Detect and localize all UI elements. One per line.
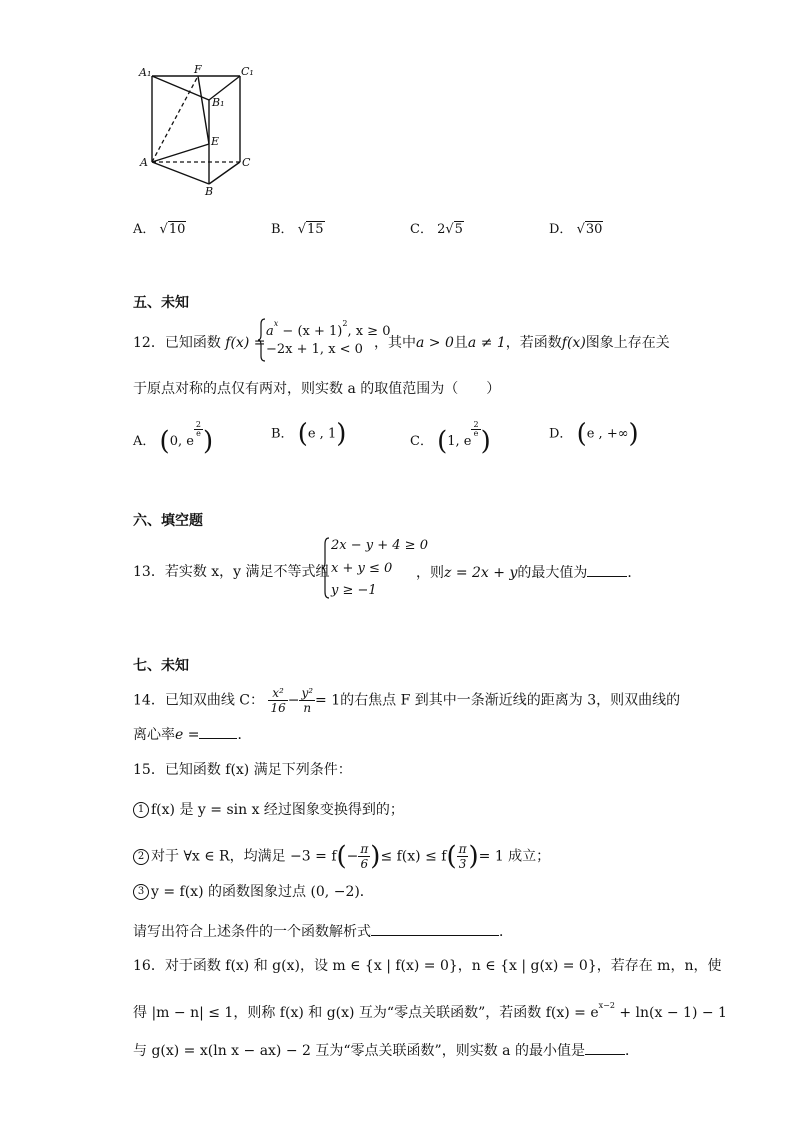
paren-close: ): [480, 426, 491, 457]
edge-ab: [152, 162, 209, 184]
exp-frac: [194, 421, 203, 438]
answer-blank[interactable]: [199, 724, 237, 739]
label-a1: A₁: [139, 66, 152, 79]
q13-text2: ，则: [416, 565, 444, 581]
answer-blank[interactable]: [371, 921, 499, 936]
frac-den: 6: [360, 857, 369, 871]
q14-e: e =: [175, 727, 200, 743]
case1-base: a: [266, 324, 274, 339]
label-f: F: [194, 63, 202, 76]
q13-stem: 13．若实数 x，y 满足不等式组: [133, 564, 330, 580]
condition-text-c: = 1 成立；: [478, 848, 551, 865]
q16-line3: [133, 1040, 639, 1061]
condition-text-b: ≤ f(x) ≤ f: [380, 848, 447, 865]
option-label: A．: [133, 434, 156, 449]
q14-stem-line2: [133, 724, 251, 745]
q13-ineq-3: y ≥ −1: [331, 583, 377, 598]
frac-pi-3: [457, 842, 469, 871]
option-value: 30: [585, 222, 603, 237]
edge-bc: [209, 162, 240, 184]
q16-end: ．: [624, 1043, 639, 1059]
option-value: 0, e: [169, 434, 194, 449]
neg-sign: −: [346, 848, 359, 865]
q14-end: ．: [237, 727, 252, 743]
option-label: B．: [271, 426, 294, 442]
frac2-num: y²: [301, 686, 314, 700]
paren-open: (: [336, 841, 347, 872]
q15-condition-2: [133, 842, 550, 871]
label-c: C: [242, 156, 251, 169]
paren-open: (: [446, 841, 457, 872]
q14-minus: −: [287, 692, 300, 709]
q13-ineq-1: 2x − y + 4 ≥ 0: [331, 538, 428, 553]
option-value: e , +∞: [586, 426, 629, 442]
frac-den: 3: [458, 857, 467, 871]
sqrt-symbol: √: [297, 222, 306, 237]
option-label: A．: [133, 222, 156, 237]
q12-case2: −2x + 1, x < 0: [266, 342, 363, 357]
paren-close: ): [336, 419, 347, 449]
q14-text1: 14．已知双曲线 C：: [133, 692, 264, 709]
label-b1: B₁: [212, 96, 225, 109]
q12-stem-tail: [374, 333, 670, 353]
label-c1: C₁: [241, 65, 254, 78]
q12-option-d[interactable]: [549, 421, 639, 447]
exp-frac: [471, 421, 480, 438]
q12-and: 且: [453, 335, 468, 351]
q12-option-a[interactable]: [133, 421, 213, 455]
q13-ineq-2: x + y ≤ 0: [331, 561, 393, 576]
condition-text: y = f(x) 的函数图象过点 (0, −2)．: [151, 884, 374, 900]
exp-den: e: [473, 429, 479, 438]
option-coef: 2: [437, 222, 446, 237]
q11-option-b[interactable]: [271, 218, 325, 237]
q12-text2: ，若函数: [505, 335, 562, 351]
q12-number: 12．已知函数: [133, 335, 221, 351]
exp-num: 2: [473, 420, 479, 429]
q16-exponent: x−2: [598, 1001, 615, 1010]
condition-text-a: 对于 ∀x ∈ R，均满足 −3 = f: [151, 848, 337, 865]
q11-option-c[interactable]: [410, 218, 464, 237]
q13-z: z = 2x + y: [444, 565, 518, 581]
q14-text2: 的右焦点 F 到其中一条渐近线的距离为 3，则双曲线的: [340, 692, 681, 709]
frac-num: π: [458, 842, 467, 856]
circled-number: 2: [133, 849, 149, 865]
q12-text3: 图象上存在关: [585, 335, 670, 351]
q14-stem-line1: [133, 686, 680, 715]
q14-line2a: 离心率: [133, 727, 175, 743]
q11-option-a[interactable]: [133, 218, 186, 237]
option-value: e , 1: [307, 426, 337, 442]
frac-pi-6: [358, 842, 370, 871]
option-value: 1, e: [447, 434, 472, 449]
q15-condition-1: [133, 800, 404, 820]
paren-close: ): [370, 841, 381, 872]
q13-text3: 的最大值为: [517, 565, 588, 581]
q16-line1: 16．对于函数 f(x) 和 g(x)，设 m ∈ {x | f(x) = 0}，n ∈ {x | g(x) = 0}，若存在 m，n，使: [133, 958, 722, 974]
q12-option-b[interactable]: [271, 421, 346, 447]
q14-eq: = 1: [315, 692, 341, 709]
q15-stem: 15．已知函数 f(x) 满足下列条件：: [133, 762, 352, 778]
option-label: B．: [271, 222, 294, 237]
answer-blank[interactable]: [585, 1040, 625, 1055]
edge-fe: [198, 76, 209, 144]
q12-fx2: f(x): [561, 335, 586, 351]
q16-line2-text: 得 |m − n| ≤ 1，则称 f(x) 和 g(x) 互为“零点关联函数”，若函数 f(x) = e: [133, 1005, 599, 1021]
q15-prompt: [133, 921, 513, 942]
answer-blank[interactable]: [587, 562, 627, 577]
q16-line3-text: 与 g(x) = x(ln x − ax) − 2 互为“零点关联函数”，则实数 a 的最小值是: [133, 1043, 585, 1059]
q14-frac2: [299, 686, 315, 715]
q12-fx: f(x) =: [225, 335, 266, 351]
exp-num: 2: [195, 420, 202, 429]
label-a: A: [140, 156, 148, 169]
section-title-5: 五、未知: [133, 295, 189, 311]
paren-open: (: [297, 419, 308, 449]
q15-prompt-text: 请写出符合上述条件的一个函数解析式: [133, 924, 371, 940]
paren-open: (: [159, 426, 170, 457]
sqrt-symbol: √: [159, 222, 168, 237]
option-value: 10: [168, 222, 186, 237]
condition-text: f(x) 是 y = sin x 经过图象变换得到的；: [151, 802, 404, 818]
case1-sq: 2: [342, 319, 348, 328]
option-label: C．: [410, 434, 433, 449]
case1-rest: − (x + 1): [278, 324, 343, 339]
q15-condition-3: [133, 882, 374, 902]
frac-num: π: [360, 842, 369, 856]
option-label: C．: [410, 222, 433, 237]
circled-number: 1: [133, 802, 149, 818]
q13-tail: [416, 562, 641, 583]
q12-case1: [266, 319, 390, 339]
paren-close: ): [628, 419, 639, 449]
frac1-num: x²: [268, 686, 287, 701]
paren-open: (: [437, 426, 448, 457]
q15-end: ．: [499, 924, 513, 940]
q16-line2-tail: + ln(x − 1) − 1: [614, 1005, 727, 1021]
option-label: D．: [549, 426, 573, 442]
section-title-7: 七、未知: [133, 658, 189, 674]
q14-frac1: [268, 686, 287, 715]
q11-option-d[interactable]: [549, 218, 603, 237]
q13-brace: [321, 537, 331, 599]
exp-den: e: [196, 429, 201, 438]
q12-cond2: a ≠ 1: [467, 335, 506, 351]
prism-figure: [135, 62, 265, 196]
frac2-den: n: [303, 701, 312, 715]
sqrt-symbol: √: [445, 222, 454, 237]
frac1-den: 16: [270, 701, 286, 715]
q13-end: ．: [627, 565, 642, 581]
q12-stem-line1: [133, 333, 265, 353]
option-value: 15: [307, 222, 324, 237]
paren-open: (: [576, 419, 587, 449]
q12-option-c[interactable]: [410, 421, 491, 455]
sqrt-symbol: √: [576, 222, 585, 237]
label-e: E: [211, 135, 220, 148]
q16-line2: [133, 996, 727, 1023]
paren-close: ): [203, 426, 214, 457]
case1-exp: x: [273, 319, 279, 328]
case1-cond: , x ≥ 0: [347, 324, 391, 339]
section-title-6: 六、填空题: [133, 513, 203, 529]
label-b: B: [205, 185, 214, 196]
paren-close: ): [468, 841, 479, 872]
q12-stem-line2: 于原点对称的点仅有两对，则实数 a 的取值范围为（ ）: [133, 381, 501, 397]
option-value: 5: [454, 222, 463, 237]
q12-text1: ，其中: [374, 335, 416, 351]
circled-number: 3: [133, 884, 149, 900]
option-label: D．: [549, 222, 573, 237]
q12-cond: a > 0: [416, 335, 454, 351]
